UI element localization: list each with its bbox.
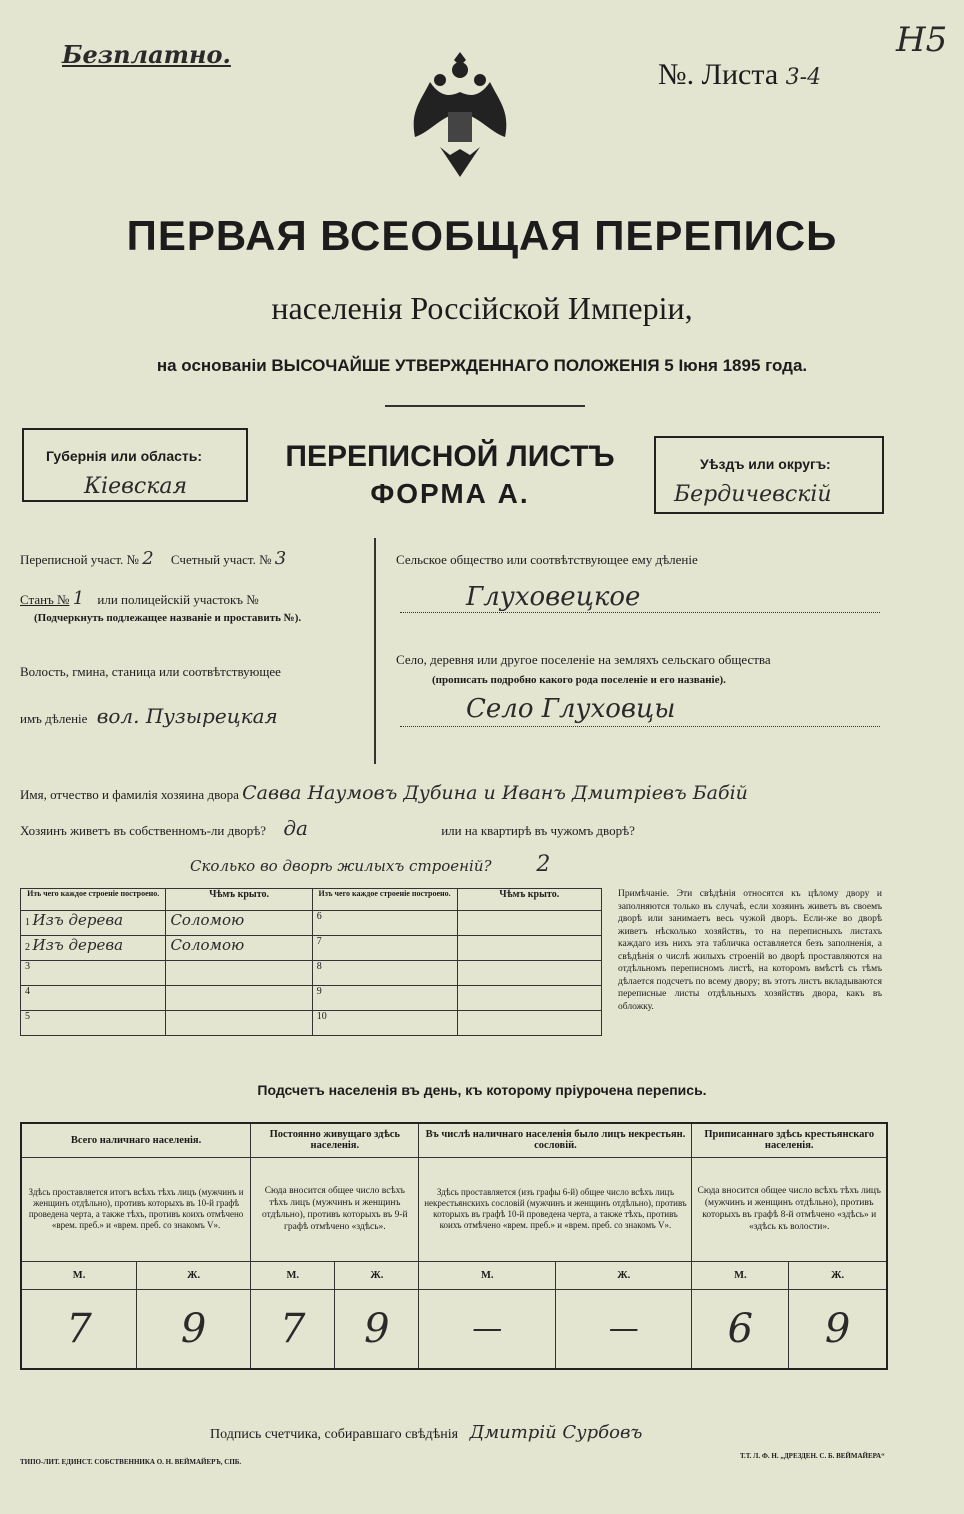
printer-right: Т.Т. Л. Ф. Н. „ДРЕЗДЕН. С. Б. ВЕЙМАЙЕРА“ — [740, 1452, 885, 1460]
desc-total: Здѣсь проставляется итогъ всѣхъ тѣхъ лицъ (мужчинъ и женщинъ отдѣльно), противъ которыхъ въ 10-й графѣ проведена черта, а также тѣхъ, противъ коихъ отмѣчено «врем. преб.» и «врем. преб. со знакомъ V». — [21, 1157, 251, 1261]
census-district-label: Переписной участ. № — [20, 552, 139, 567]
underline-note: (Подчеркнуть подлежащее названіе и проставить №). — [34, 612, 302, 624]
header-total: Всего наличнаго населенія. — [21, 1123, 251, 1157]
volost-label-2: имъ дѣленіе — [20, 711, 88, 726]
gubernia-label: Губернія или область: — [46, 448, 203, 464]
col-f-4: Ж. — [789, 1261, 887, 1289]
gubernia-box — [22, 428, 248, 502]
col-f-2: Ж. — [335, 1261, 419, 1289]
uezd-value: Бердичевскій — [674, 482, 832, 507]
sheet-number-value: 3-4 — [785, 65, 822, 90]
stan-row — [20, 588, 259, 609]
buildings-label: Сколько во дворѣ жилыхъ строеній? — [190, 857, 492, 875]
col-f-3: Ж. — [555, 1261, 691, 1289]
printer-left: ТИПО-ЛИТ. ЕДИНСТ. СОБСТВЕННИКА О. Н. ВЕЙМАЙЕРЪ, СПБ. — [20, 1458, 242, 1466]
buildings-value: 2 — [536, 852, 551, 877]
col-m-1: М. — [21, 1261, 137, 1289]
value-permanent-f: 9 — [335, 1289, 419, 1369]
population-count-table — [20, 1122, 888, 1370]
stan-label: Станъ № — [20, 592, 70, 607]
village-value: Село Глуховцы — [466, 694, 676, 724]
owner-rent-label: или на квартирѣ въ чужомъ дворѣ? — [441, 823, 635, 838]
owner-own-label: Хозяинъ живетъ въ собственномъ-ли дворѣ? — [20, 823, 267, 838]
basis-line: на основаніи ВЫСОЧАЙШЕ УТВЕРЖДЕННАГО ПОЛОЖЕНІЯ 5 Іюня 1895 года. — [156, 356, 808, 375]
building-row-2: 2 Изъ дерева — [21, 936, 166, 961]
header-registered-peasant: Приписаннаго здѣсь крестьянскаго населенія. — [692, 1123, 887, 1157]
free-label: Безплатно. — [62, 40, 231, 69]
building-roof-1: Соломою — [166, 911, 312, 936]
building-row-8: 8 — [312, 961, 457, 986]
count-district-label: Счетный участ. № — [170, 552, 272, 567]
signature-row — [210, 1422, 642, 1443]
owner-name-label: Имя, отчество и фамилія хозяина двора — [20, 787, 239, 802]
col-roof: Чѣмъ крыто. — [166, 889, 312, 911]
desc-permanent: Сюда вносится общее число всѣхъ тѣхъ лицъ (мужчинъ и женщинъ отдѣльно), противъ которыхъ въ 9-й графѣ отмѣчено «здѣсь». — [251, 1157, 419, 1261]
owner-name-row — [20, 782, 748, 804]
desc-non-peasant: Здѣсь проставляется (изъ графы 6-й) общее число всѣхъ лицъ некрестьянскихъ сословій (мужчинъ и женщинъ отдѣльно), противъ которыхъ въ графѣ 10-й проведена черта, а также тѣхъ, противъ коихъ отмѣчено «врем. преб.» и «врем. преб. со знакомъ V». — [419, 1157, 692, 1261]
volost-row — [20, 704, 278, 728]
gubernia-value: Кіевская — [84, 474, 188, 499]
buildings-table — [20, 888, 602, 1036]
building-roof-2: Соломою — [166, 936, 312, 961]
value-peasant-f: 9 — [789, 1289, 887, 1369]
stan-value: 1 — [72, 588, 85, 609]
village-note: (прописать подробно какого рода поселеніе и его названіе). — [432, 674, 726, 686]
uezd-label: Уѣздъ или округъ: — [700, 456, 831, 472]
volost-value: вол. Пузырецкая — [96, 704, 278, 728]
location-divider — [374, 538, 376, 764]
form-name: ФОРМА А. — [370, 478, 530, 509]
buildings-note: Примѣчаніе. Эти свѣдѣнія относятся къ цѣлому двору и заполняются только въ случаѣ, если хозяинъ живетъ въ своемъ дворѣ или занимаетъ весь чужой дворъ. Если-же во дворѣ живетъ нѣсколько хозяйствъ, то на переписныхъ листахъ каждаго изъ нихъ эта табличка оставляется безъ заполненія, а свѣдѣнія о числѣ жилыхъ строеній во дворѣ проставляются на отдѣльномъ переписномъ листѣ, на которомъ вмѣстѣ съ тѣмъ дѣлается подсчетъ по всему двору; въ этотъ листъ вкладываются переписные листы отдѣльныхъ хозяйствъ двора, какъ въ обложку. — [618, 889, 882, 1012]
society-line — [400, 612, 880, 613]
owner-own-value: да — [283, 816, 308, 840]
building-row-4: 4 — [21, 986, 166, 1011]
sheet-number — [658, 58, 821, 92]
col-m-2: М. — [251, 1261, 335, 1289]
volost-label: Волость, гмина, станица или соотвѣтствующее — [20, 664, 281, 679]
building-row-9: 9 — [312, 986, 457, 1011]
col-roof-2: Чѣмъ крыто. — [457, 889, 602, 911]
signature-label: Подпись счетчика, собиравшаго свѣдѣнія — [210, 1427, 459, 1442]
header-non-peasant: Въ числѣ наличнаго населенія было лицъ некрестьян. сословій. — [419, 1123, 692, 1157]
value-non-peasant-f: — — [555, 1289, 691, 1369]
form-title: ПЕРЕПИСНОЙ ЛИСТЪ — [285, 440, 615, 473]
census-district-value: 2 — [142, 548, 154, 569]
double-headed-eagle-emblem — [400, 42, 520, 192]
building-row-7: 7 — [312, 936, 457, 961]
owner-own-row — [20, 816, 635, 840]
desc-registered-peasant: Сюда вносится общее число всѣхъ тѣхъ лицъ (мужчинъ и женщинъ отдѣльно), противъ которыхъ въ графѣ 8-й отмѣчено «здѣсь» и «здѣсь къ волости». — [692, 1157, 887, 1261]
police-label: или полицейскій участокъ № — [97, 592, 259, 607]
village-line — [400, 726, 880, 727]
building-row-5: 5 — [21, 1011, 166, 1036]
count-title: Подсчетъ населенія въ день, къ которому пріурочена перепись. — [257, 1082, 707, 1098]
building-row-10: 10 — [312, 1011, 457, 1036]
value-peasant-m: 6 — [692, 1289, 789, 1369]
census-district-row — [20, 548, 286, 569]
building-row-3: 3 — [21, 961, 166, 986]
value-total-m: 7 — [21, 1289, 137, 1369]
building-row-1: 1 Изъ дерева — [21, 911, 166, 936]
corner-mark: H5 — [896, 20, 948, 60]
col-m-3: М. — [419, 1261, 555, 1289]
col-m-4: М. — [692, 1261, 789, 1289]
value-permanent-m: 7 — [251, 1289, 335, 1369]
ornament-divider — [385, 405, 585, 407]
col-f-1: Ж. — [137, 1261, 251, 1289]
building-row-6: 6 — [312, 911, 457, 936]
value-total-f: 9 — [137, 1289, 251, 1369]
col-material-2: Изъ чего каждое строеніе построено. — [312, 889, 457, 911]
value-non-peasant-m: — — [419, 1289, 555, 1369]
header-permanent: Постоянно живущаго здѣсь населенія. — [251, 1123, 419, 1157]
buildings-row — [190, 852, 550, 877]
page-title: ПЕРВАЯ ВСЕОБЩАЯ ПЕРЕПИСЬ — [126, 212, 838, 259]
owner-name-value: Савва Наумовъ Дубина и Иванъ Дмитріевъ Бабій — [242, 782, 748, 804]
col-material: Изъ чего каждое строеніе построено. — [21, 889, 166, 911]
uezd-box — [654, 436, 884, 514]
page-subtitle: населенія Россійской Имперіи, — [271, 290, 693, 326]
sheet-number-label: №. Листа — [658, 58, 779, 91]
count-district-value: 3 — [274, 548, 287, 569]
signature-value: Дмитрій Сурбовъ — [469, 1422, 643, 1443]
society-label: Сельское общество или соотвѣтствующее ему дѣленіе — [396, 552, 698, 567]
society-value: Глуховецкое — [466, 582, 641, 612]
village-label: Село, деревня или другое поселеніе на земляхъ сельскаго общества — [396, 652, 771, 667]
